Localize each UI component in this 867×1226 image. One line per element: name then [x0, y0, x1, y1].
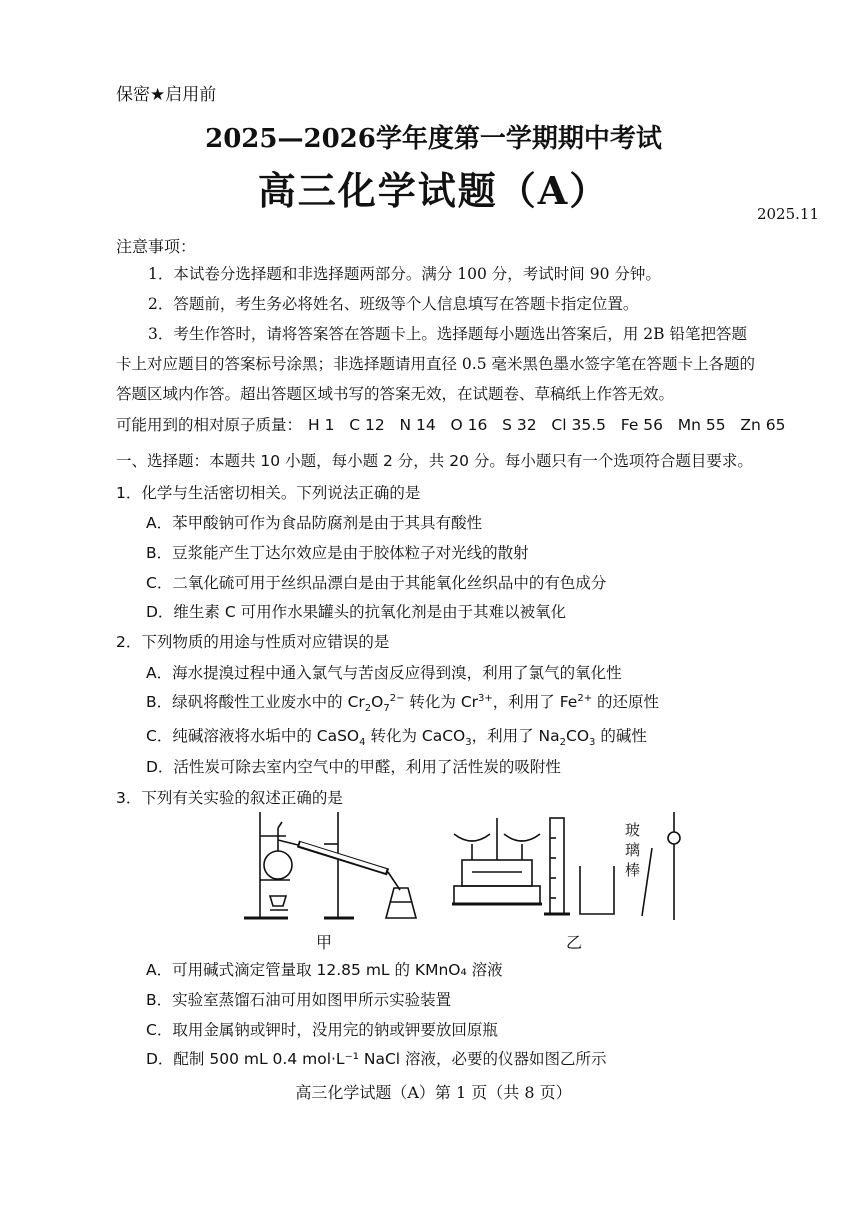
- distillation-apparatus-figure: [238, 810, 438, 930]
- q3-option-c: C．取用金属钠或钾时，没用完的钠或钾要放回原瓶: [146, 1021, 498, 1039]
- glass-rod-label: 玻璃棒: [625, 821, 641, 879]
- q3-option-a: A．可用碱式滴定管量取 12.85 mL 的 KMnO₄ 溶液: [146, 961, 503, 979]
- q1-option-a: A．苯甲酸钠可作为食品防腐剂是由于其具有酸性: [146, 514, 483, 532]
- note-1: 1．本试卷分选择题和非选择题两部分。满分 100 分，考试时间 90 分钟。: [148, 265, 661, 283]
- q1-option-c: C．二氧化硫可用于丝织品漂白是由于其能氧化丝织品中的有色成分: [146, 574, 607, 592]
- exam-date: 2025.11: [756, 205, 819, 223]
- notes-heading: 注意事项：: [116, 237, 197, 256]
- q2-c-text3: ，利用了: [471, 727, 539, 745]
- q3-option-b: B．实验室蒸馏石油可用如图甲所示实验装置: [146, 991, 452, 1009]
- note-3-line3: 答题区域内作答。超出答题区域书写的答案无效，在试题卷、草稿纸上作答无效。: [116, 385, 675, 403]
- atomic-mass-line: [116, 413, 786, 435]
- q2-option-b: B．绿矾将酸性工业废水中的 $Cr_2O_7^{2-}$ 转化为 $Cr^{3+}$，利用了 $Fe^{2+}$ 的还原性: [146, 692, 660, 715]
- note-2: 2．答题前，考生务必将姓名、班级等个人信息填写在答题卡指定位置。: [148, 295, 639, 313]
- q2-option-a: A．海水提溴过程中通入氯气与苦卤反应得到溴，利用了氯气的氧化性: [146, 664, 622, 682]
- q2-b-text2: 转化为: [404, 693, 461, 711]
- q2-b-text3: ，利用了: [492, 693, 560, 711]
- paper-title: 高三化学试题（A）: [257, 168, 610, 213]
- figure-a-label: 甲: [316, 933, 333, 952]
- atomic-mass-label: 可能用到的相对原子质量：: [116, 416, 303, 434]
- q2-c-text4: 的碱性: [595, 727, 647, 745]
- solution-preparation-figure: [448, 808, 688, 926]
- confidential-mark: 保密★启用前: [116, 85, 217, 105]
- q1-option-d: D．维生素 C 可用作水果罐头的抗氧化剂是由于其难以被氧化: [146, 603, 567, 621]
- atomic-mass-items: H 1 C 12 N 14 O 16 S 32 Cl 35.5 Fe 56 Mn 55 Zn 65: [308, 416, 786, 434]
- page-footer: 高三化学试题（A）第 1 页（共 8 页）: [295, 1083, 572, 1102]
- q1-option-b: B．豆浆能产生丁达尔效应是由于胶体粒子对光线的散射: [146, 544, 529, 562]
- q3-option-d: D．配制 500 mL 0.4 mol·L⁻¹ NaCl 溶液，必要的仪器如图乙所示: [146, 1050, 607, 1068]
- q2-option-c: C．纯碱溶液将水垢中的 CaSO$_4$ 转化为 CaCO$_3$，利用了 $Na_2CO_3$ 的碱性: [146, 727, 647, 749]
- q3-stem: 3．下列有关实验的叙述正确的是: [116, 789, 343, 807]
- section-1-heading: 一、选择题：本题共 10 小题，每小题 2 分，共 20 分。每小题只有一个选项符合题目要求。: [116, 452, 753, 470]
- q2-stem: 2．下列物质的用途与性质对应错误的是: [116, 633, 390, 651]
- q2-option-d: D．活性炭可除去室内空气中的甲醛，利用了活性炭的吸附性: [146, 758, 561, 776]
- q2-c-text2: 转化为: [365, 727, 422, 745]
- q2-c-text1: C．纯碱溶液将水垢中的: [146, 727, 317, 745]
- figure-b-label: 乙: [566, 933, 583, 952]
- q1-stem: 1．化学与生活密切相关。下列说法正确的是: [116, 484, 421, 502]
- exam-name: 2025—2026学年度第一学期期中考试: [205, 124, 662, 154]
- q2-b-text1: B．绿矾将酸性工业废水中的: [146, 693, 348, 711]
- note-3-line2: 卡上对应题目的答案标号涂黑；非选择题请用直径 0.5 毫米黑色墨水签字笔在答题卡上各题的: [116, 355, 756, 373]
- q2-b-text4: 的还原性: [592, 693, 660, 711]
- note-3-line1: 3．考生作答时，请将答案答在答题卡上。选择题每小题选出答案后，用 2B 铅笔把答题: [148, 325, 747, 343]
